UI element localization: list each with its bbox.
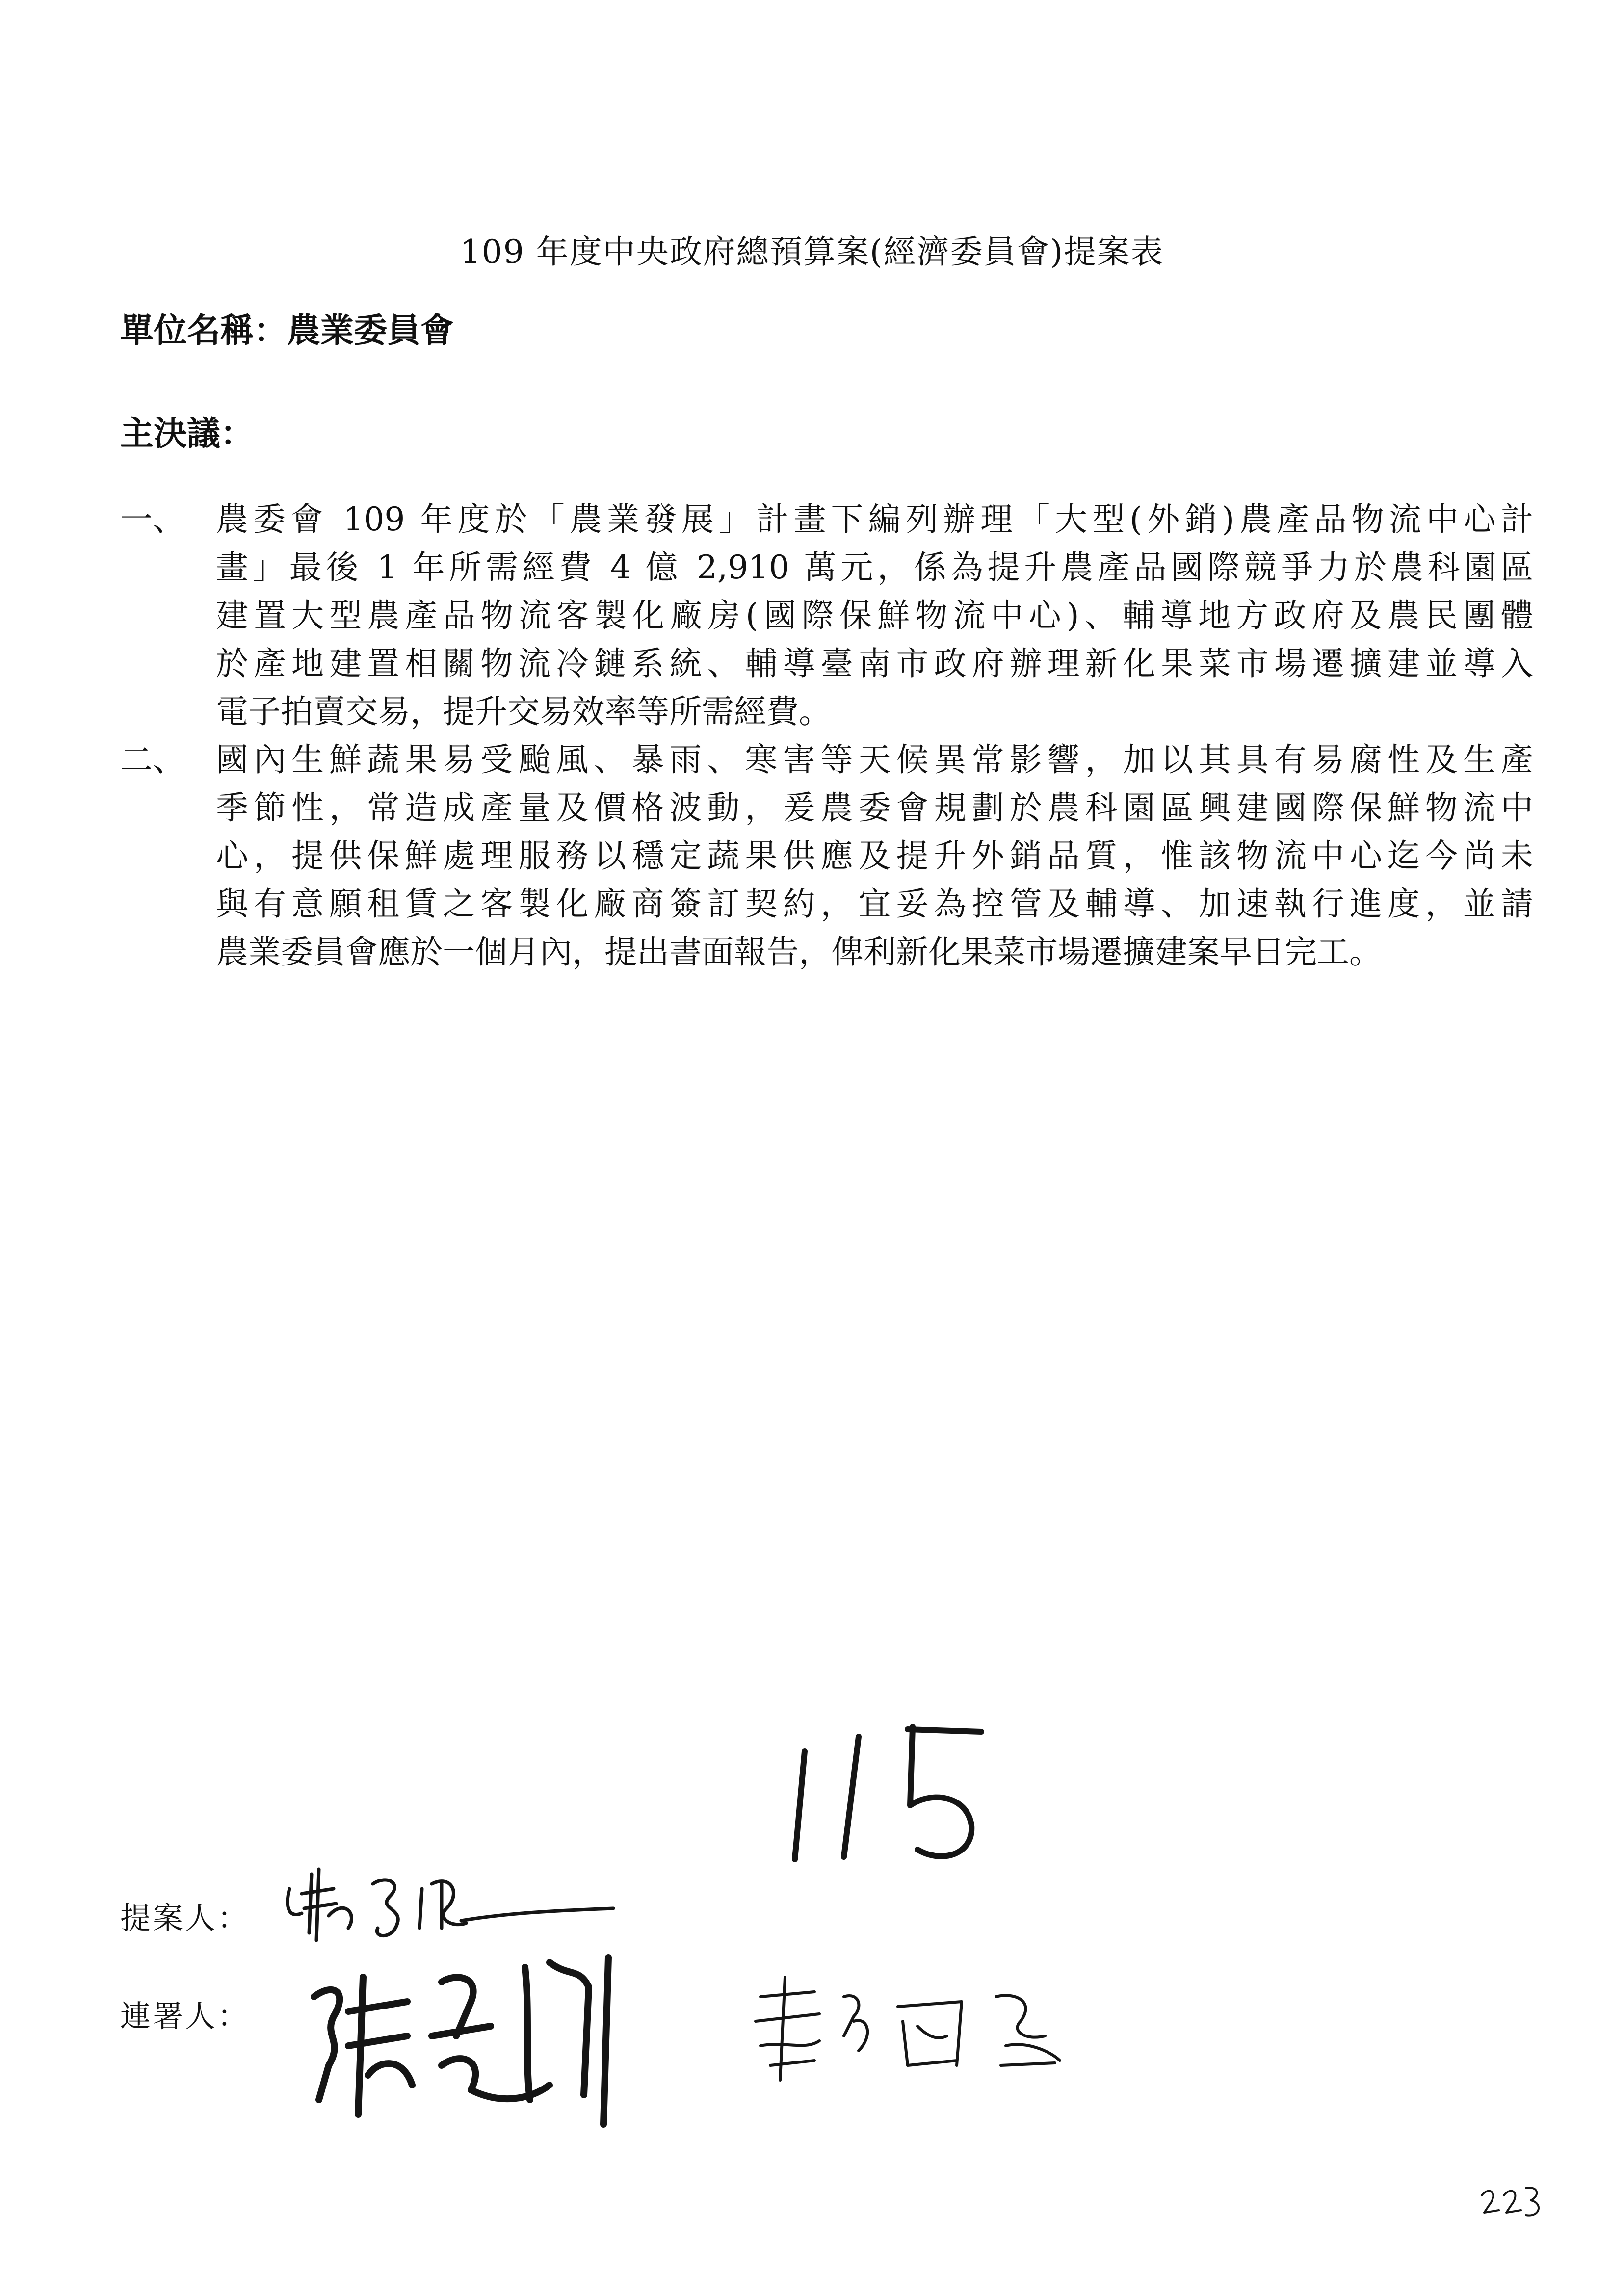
cosigner-signature <box>294 1938 667 2144</box>
handwritten-page-number <box>1477 2178 1545 2222</box>
cosigner-label: 連署人： <box>120 1998 250 2034</box>
item-line: 國內生鮮蔬果易受颱風、暴雨、寒害等天候異常影響，加以其具有易腐性及生產 <box>216 741 1533 779</box>
item-line: 與有意願租賃之客製化廠商簽訂契約，宜妥為控管及輔導、加速執行進度，並請 <box>216 885 1533 923</box>
resolution-item <box>120 736 1533 976</box>
item-line: 建置大型農產品物流客製化廠房(國際保鮮物流中心)、輔導地方政府及農民團體 <box>216 597 1533 634</box>
item-line: 心，提供保鮮處理服務以穩定蔬果供應及提升外銷品質，惟該物流中心迄今尚未 <box>216 837 1533 875</box>
unit-line <box>120 304 454 352</box>
item-line: 農委會 109 年度於「農業發展」計畫下編列辦理「大型(外銷)農產品物流中心計 <box>216 500 1533 538</box>
item-number: 二、 <box>120 741 185 779</box>
proposer-label: 提案人： <box>120 1900 250 1936</box>
handwritten-number <box>785 1717 991 1869</box>
item-number: 一、 <box>120 500 185 538</box>
unit-label: 單位名稱： <box>120 312 288 350</box>
resolution-item <box>120 496 1533 736</box>
item-line: 農業委員會應於一個月內，提出書面報告，俾利新化果菜市場遷擴建案早日完工。 <box>216 933 1382 971</box>
item-line: 於產地建置相關物流冷鏈系統、輔導臺南市政府辦理新化果菜市場遷擴建並導入 <box>216 645 1533 682</box>
resolution-heading: 主決議： <box>120 415 254 453</box>
item-line: 畫」最後 1 年所需經費 4 億 2,910 萬元，係為提升農產品國際競爭力於農科園區 <box>216 548 1533 586</box>
cosigner-signature <box>741 1967 1084 2095</box>
item-line: 季節性，常造成產量及價格波動，爰農委會規劃於農科園區興建國際保鮮物流中 <box>216 789 1533 827</box>
unit-name: 農業委員會 <box>287 312 454 350</box>
page-title: 109 年度中央政府總預算案(經濟委員會)提案表 <box>460 233 1164 271</box>
item-line: 電子拍賣交易，提升交易效率等所需經費。 <box>216 693 831 731</box>
